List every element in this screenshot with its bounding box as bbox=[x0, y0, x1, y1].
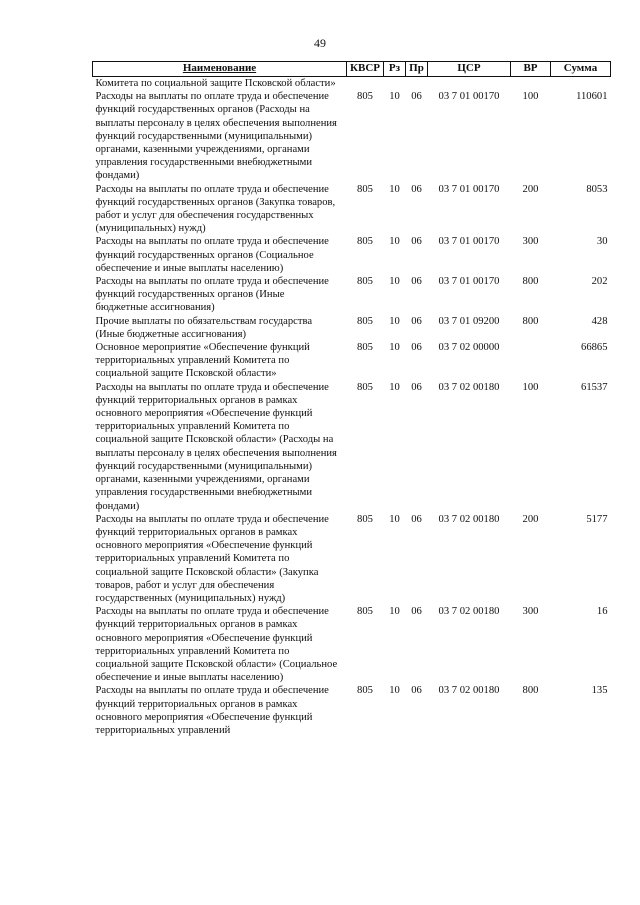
row-vr: 200 bbox=[522, 513, 539, 525]
row-name: Расходы на выплаты по оплате труда и обеспечение функций территориальных органов в рамках основного мероприятия «Обеспечение функций территориальных управлений Комитета по социальной защите Псковской области» (Социальное обеспечение и иные выплаты населению) bbox=[95, 606, 338, 684]
header-pr: Пр bbox=[406, 62, 428, 77]
table-header bbox=[93, 62, 611, 77]
row-rz: 10 bbox=[389, 183, 400, 195]
table-body bbox=[93, 77, 611, 738]
row-pr: 06 bbox=[411, 342, 422, 354]
row-kvsr: 805 bbox=[357, 342, 373, 354]
row-csr: 03 7 02 00000 bbox=[438, 342, 500, 354]
row-pr bbox=[406, 77, 428, 91]
row-vr: 800 bbox=[522, 276, 539, 288]
row-vr: 100 bbox=[522, 381, 539, 393]
row-kvsr: 805 bbox=[357, 276, 373, 288]
row-csr bbox=[428, 77, 511, 91]
row-sum: 428 bbox=[591, 315, 608, 327]
row-sum: 66865 bbox=[581, 342, 608, 354]
row-sum bbox=[551, 77, 611, 91]
row-kvsr: 805 bbox=[357, 513, 373, 525]
page-number: 49 bbox=[314, 36, 326, 50]
row-csr: 03 7 01 00170 bbox=[438, 236, 500, 248]
table-row bbox=[93, 381, 611, 513]
row-vr: 200 bbox=[522, 183, 539, 195]
row-csr: 03 7 01 00170 bbox=[438, 276, 500, 288]
header-vr: ВР bbox=[511, 62, 551, 77]
row-kvsr bbox=[347, 77, 384, 91]
row-sum: 30 bbox=[596, 236, 608, 248]
row-name: Расходы на выплаты по оплате труда и обеспечение функций территориальных органов в рамках основного мероприятия «Обеспечение функций территориальных управлений Комитета по социальной защите Псковской области» (Расходы на выплаты персоналу в целях обеспечения выполнения функций государственными (муниципальными) органами, казенными учреждениями, органами управления государственными внебюджетными фондами) bbox=[95, 381, 337, 512]
row-rz: 10 bbox=[389, 513, 400, 525]
row-sum: 202 bbox=[591, 276, 608, 288]
row-sum: 61537 bbox=[581, 381, 608, 393]
row-kvsr: 805 bbox=[357, 381, 373, 393]
table-row bbox=[93, 513, 611, 605]
row-kvsr: 805 bbox=[357, 183, 373, 195]
row-name: Расходы на выплаты по оплате труда и обеспечение функций государственных органов (Социальное обеспечение и иные выплаты населению) bbox=[95, 236, 329, 274]
row-rz: 10 bbox=[389, 236, 400, 248]
row-vr bbox=[511, 341, 551, 381]
table-row bbox=[93, 183, 611, 236]
table-row bbox=[93, 90, 611, 182]
row-name: Расходы на выплаты по оплате труда и обеспечение функций государственных органов (Закупка товаров, работ и услуг для обеспечения государственных (муниципальных) нужд) bbox=[95, 183, 336, 235]
header-name: Наименование bbox=[93, 62, 347, 77]
row-rz: 10 bbox=[389, 606, 400, 618]
header-sum: Сумма bbox=[551, 62, 611, 77]
row-csr: 03 7 02 00180 bbox=[438, 381, 500, 393]
row-pr: 06 bbox=[411, 685, 422, 697]
row-csr: 03 7 01 00170 bbox=[438, 183, 500, 195]
row-pr: 06 bbox=[411, 513, 422, 525]
row-name: Прочие выплаты по обязательствам государства (Иные бюджетные ассигнования) bbox=[95, 315, 313, 340]
row-name: Комитета по социальной защите Псковской области» bbox=[95, 78, 336, 89]
row-csr: 03 7 02 00180 bbox=[438, 606, 500, 618]
row-pr: 06 bbox=[411, 236, 422, 248]
budget-table bbox=[92, 61, 611, 737]
row-csr: 03 7 01 09200 bbox=[438, 315, 500, 327]
row-rz: 10 bbox=[389, 381, 400, 393]
row-sum: 5177 bbox=[586, 513, 608, 525]
row-kvsr: 805 bbox=[357, 685, 373, 697]
row-vr: 800 bbox=[522, 315, 539, 327]
table-row bbox=[93, 605, 611, 684]
header-rz: Рз bbox=[384, 62, 406, 77]
row-vr bbox=[511, 77, 551, 91]
row-kvsr: 805 bbox=[357, 91, 373, 103]
row-sum: 8053 bbox=[586, 183, 608, 195]
row-rz: 10 bbox=[389, 342, 400, 354]
table-row bbox=[93, 315, 611, 341]
row-pr: 06 bbox=[411, 183, 422, 195]
row-csr: 03 7 02 00180 bbox=[438, 685, 500, 697]
row-kvsr: 805 bbox=[357, 315, 373, 327]
row-rz: 10 bbox=[389, 91, 400, 103]
row-name: Расходы на выплаты по оплате труда и обеспечение функций территориальных органов в рамках основного мероприятия «Обеспечение функций территориальных управлений bbox=[95, 685, 329, 736]
row-vr: 300 bbox=[522, 236, 539, 248]
row-pr: 06 bbox=[411, 315, 422, 327]
row-rz: 10 bbox=[389, 276, 400, 288]
row-vr: 300 bbox=[522, 606, 539, 618]
table-row bbox=[93, 684, 611, 737]
table-row bbox=[93, 235, 611, 275]
row-csr: 03 7 01 00170 bbox=[438, 91, 500, 103]
row-rz bbox=[384, 77, 406, 91]
row-pr: 06 bbox=[411, 381, 422, 393]
row-csr: 03 7 02 00180 bbox=[438, 513, 500, 525]
row-sum: 135 bbox=[591, 685, 608, 697]
table-row bbox=[93, 341, 611, 381]
row-vr: 800 bbox=[522, 685, 539, 697]
header-csr: ЦСР bbox=[428, 62, 511, 77]
row-pr: 06 bbox=[411, 606, 422, 618]
row-name: Расходы на выплаты по оплате труда и обеспечение функций территориальных органов в рамках основного мероприятия «Обеспечение функций территориальных управлений Комитета по социальной защите Псковской области» (Закупка товаров, работ и услуг для обеспечения государственных (муниципальных) нужд) bbox=[95, 513, 329, 604]
row-vr: 100 bbox=[522, 91, 539, 103]
row-sum: 110601 bbox=[576, 91, 608, 103]
row-pr: 06 bbox=[411, 276, 422, 288]
header-kvsr: КВСР bbox=[347, 62, 384, 77]
table-row bbox=[93, 77, 611, 91]
row-name: Расходы на выплаты по оплате труда и обеспечение функций государственных органов (Иные бюджетные ассигнования) bbox=[95, 276, 329, 314]
row-name: Основное мероприятие «Обеспечение функций территориальных управлений Комитета по социальной защите Псковской области» bbox=[95, 342, 310, 380]
row-kvsr: 805 bbox=[357, 606, 373, 618]
row-rz: 10 bbox=[389, 315, 400, 327]
row-name: Расходы на выплаты по оплате труда и обеспечение функций государственных органов (Расходы на выплаты персоналу в целях обеспечения выполнения функций государственными (муниципальными) органами, казенными учреждениями, органами управления государственными внебюджетными фондами) bbox=[95, 91, 337, 182]
row-pr: 06 bbox=[411, 91, 422, 103]
table-row bbox=[93, 275, 611, 315]
row-rz: 10 bbox=[389, 685, 400, 697]
row-kvsr: 805 bbox=[357, 236, 373, 248]
row-sum: 16 bbox=[596, 606, 608, 618]
header-row bbox=[93, 62, 611, 77]
